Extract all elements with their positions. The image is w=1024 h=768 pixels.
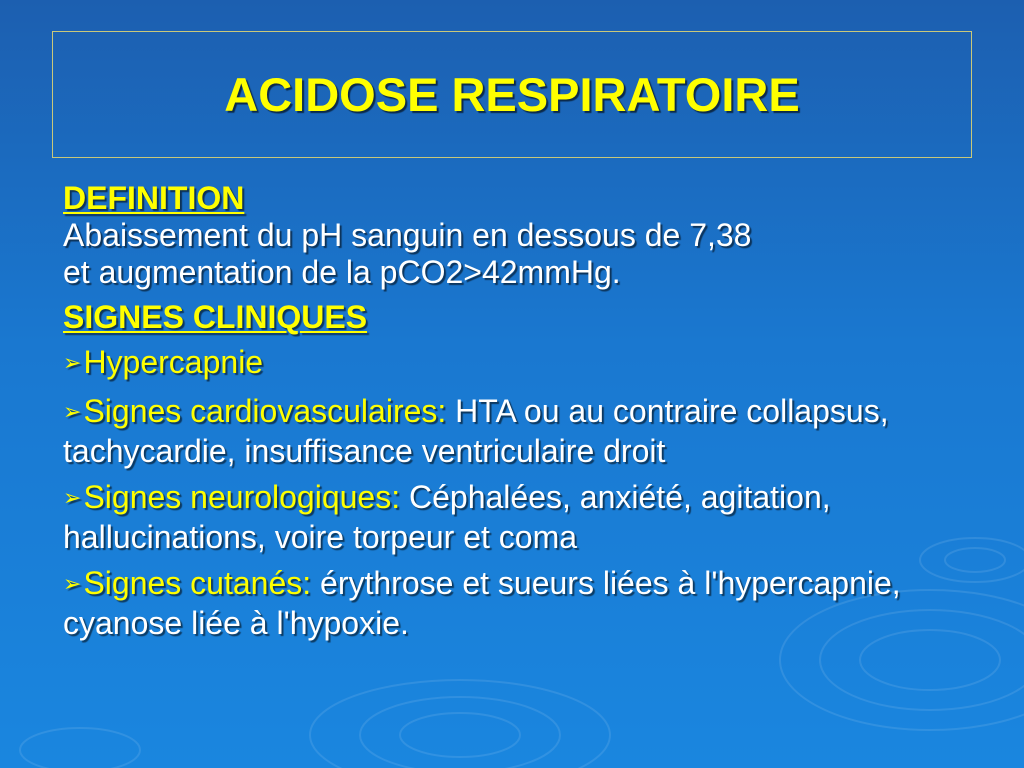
bullet-title: Hypercapnie xyxy=(83,344,264,380)
bullet-title: Signes cutanés: xyxy=(83,565,312,601)
definition-line-2: et augmentation de la pCO2>42mmHg. xyxy=(63,254,621,290)
signes-cliniques-heading: SIGNES CLINIQUES xyxy=(63,299,368,335)
arrow-bullet-icon: ➢ xyxy=(63,399,82,424)
bullet-text: érythrose et sueurs liées à l'hypercapnie, cyanose liée à l'hypoxie. xyxy=(63,565,901,641)
bullet-title: Signes cardiovasculaires: xyxy=(83,393,447,429)
list-item-cardiovasculaires xyxy=(63,393,963,470)
definition-line-1: Abaissement du pH sanguin en dessous de 7,38 xyxy=(63,217,752,253)
arrow-bullet-icon: ➢ xyxy=(63,350,82,375)
slide-body xyxy=(63,180,963,651)
list-item-neurologiques xyxy=(63,479,963,556)
title-frame xyxy=(52,31,972,158)
bullet-title: Signes neurologiques: xyxy=(83,479,401,515)
arrow-bullet-icon: ➢ xyxy=(63,571,82,596)
list-item-cutanes xyxy=(63,565,963,642)
arrow-bullet-icon: ➢ xyxy=(63,485,82,510)
list-item-hypercapnie xyxy=(63,344,963,384)
bullet-text: HTA ou au contraire collapsus, tachycardie, insuffisance ventriculaire droit xyxy=(63,393,889,469)
bullet-text: Céphalées, anxiété, agitation, hallucinations, voire torpeur et coma xyxy=(63,479,831,555)
slide-title: ACIDOSE RESPIRATOIRE xyxy=(224,68,800,121)
definition-heading: DEFINITION xyxy=(63,180,245,216)
